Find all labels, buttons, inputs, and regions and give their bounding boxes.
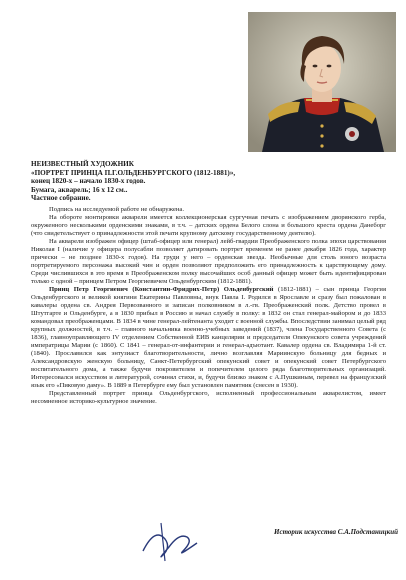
artwork-medium: Бумага, акварель; 16 х 12 см.. bbox=[31, 185, 128, 194]
bio-name: Принц Петр Георгиевич (Константин-Фридрих-Петр) Ольденбургский bbox=[49, 286, 274, 293]
paragraph-seal: На обороте монтировки акварели имеется коллекционерская сургучная печать с изображением дворянского герба, окруженного несколькими орденскими знаками, в т.ч. – датских ордена Белого слона и большого креста ордена Данеборг (что свидетельствует о принадлежности этой печати крупному датскому государственному деятелю). bbox=[31, 214, 386, 237]
signature-icon bbox=[135, 517, 205, 563]
paragraph-identification: На акварели изображен офицер (штаб-офицер или генерал) лейб-гвардии Преображенского полка эпохи царствования Николая I (наличие у офицера полусабли позволяет датировать портрет временем не ранее декабря 1826 года, характер прически – не позднее 1830-х годов). На груди у него – орденская звезда. Необычные для столь юного возраста портретируемого персонажа высокий чин и орден позволяют предположить его принадлежность к царствующему дому. Среди числившихся в это время в Преображенском полку высочайших особ данный офицер может быть идентифицирован только с одной – принцем Петром Георгиевичем Ольденбургским (1812-1881). bbox=[31, 238, 386, 285]
artwork-date: конец 1820-х – начало 1830-х годов. bbox=[31, 177, 146, 186]
paragraph-biography bbox=[31, 286, 386, 390]
bio-text: (1812-1881) – сын принца Георгия Ольденбургского и великой княгини Екатерины Павловны, внук Павла I. Родился в Ярославле и сразу был пожалован в кавалеры ордена св. Андрея Первозванного и записан полковником в л.-гв. Преображенский полк. Детство провел в Штутгарте и Ольденбурге, а в 1830 прибыл в Россию и начал службу в полку: в 1832 он стал генерал-майором и до 1833 командовал преображенцами. В 1834 в чине генерал-лейтенанта уходит с военной службы. Впоследствии занимал целый ряд крупных должностей, в т.ч. – главного начальника военно-учебных заведений (1837), члена Государственного Совета (с 1836), главноуправляющего IV отделением Собственной ЕИВ канцелярии и председателя Опекунского совета учреждений императрицы Марии (с 1860). С 1841 – генерал-от-инфантерии и генерал-адъютант. Кавалер ордена св. Владимира 1-й ст. (1840). Прославился как энтузиаст благотворительности, лично возглавляя Мариинскую больницу для бедных и Александровскую женскую больницу, Санкт-Петербургский опекунский совет и опекунский совет Петербургского воспитательного дома, а также будучи покровителем и попечителем целого ряда благотворительных организаций. Интересовался искусством и литературой, сочинял стихи, и, будучи близко знаком с А.Пушкиным, перевел на французский язык его «Пиковую даму». В 1889 в Петербурге ему был установлен памятник (снесен в 1930). bbox=[31, 286, 386, 389]
artwork-collection: Частное собрание. bbox=[31, 194, 91, 203]
expert-opinion-text bbox=[31, 206, 386, 406]
artwork-header bbox=[31, 160, 391, 203]
portrait-image bbox=[248, 12, 396, 152]
artwork-title: «ПОРТРЕТ ПРИНЦА П.Г.ОЛЬДЕНБУРГСКОГО (1812-1881)», bbox=[31, 168, 236, 177]
paragraph-signature-note: Подпись на исследуемой работе не обнаружена. bbox=[49, 206, 184, 213]
author-signature: Историк искусства С.А.Подстаницкий bbox=[274, 528, 398, 536]
paragraph-conclusion: Представленный портрет принца Ольденбургского, исполненный профессиональным акварелистом, имеет несомненное историко-культурное значение. bbox=[31, 390, 386, 405]
portrait-painting-icon bbox=[248, 12, 396, 152]
artist-name: НЕИЗВЕСТНЫЙ ХУДОЖНИК bbox=[31, 160, 134, 168]
